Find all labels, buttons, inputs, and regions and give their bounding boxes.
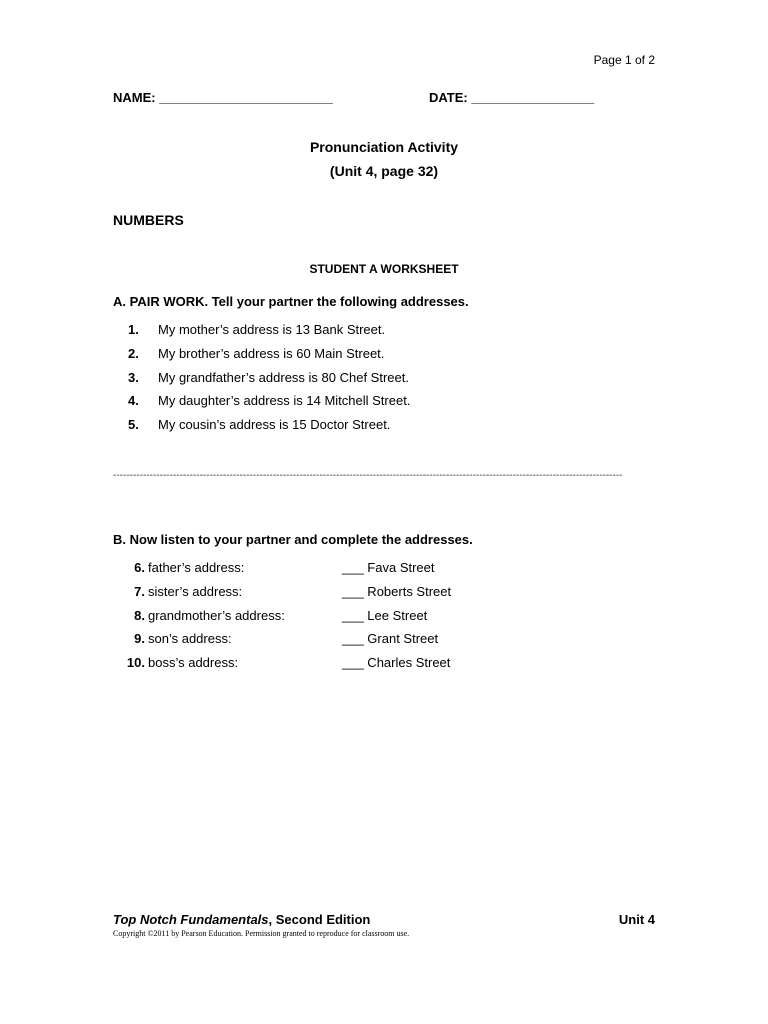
page-title: Pronunciation Activity	[309, 139, 459, 155]
list-item	[113, 318, 410, 342]
item-number: 1.	[128, 322, 139, 338]
part-a-list	[113, 318, 410, 436]
item-number: 9.	[134, 631, 145, 647]
item-number: 8.	[134, 607, 145, 623]
item-number: 5.	[128, 417, 139, 433]
copyright-notice: Copyright ©2011 by Pearson Education. Permission granted to reproduce for classroom use.	[113, 929, 410, 938]
item-number: 4.	[128, 393, 139, 409]
part-b-instruction: B. Now listen to your partner and complete the addresses.	[113, 532, 473, 547]
item-number: 2.	[128, 346, 139, 362]
part-b-list	[113, 556, 451, 674]
item-number: 3.	[128, 369, 139, 385]
list-item	[113, 580, 451, 604]
list-item	[113, 627, 451, 651]
book-edition: , Second Edition	[268, 912, 371, 927]
item-relation: grandmother’s address:	[148, 607, 285, 623]
item-text: My brother’s address is 60 Main Street.	[158, 346, 385, 362]
list-item	[113, 651, 451, 675]
worksheet-title: STUDENT A WORKSHEET	[309, 262, 459, 276]
item-street-blank: ___ Roberts Street	[342, 584, 452, 600]
item-relation: boss’s address:	[148, 655, 239, 671]
section-title: NUMBERS	[113, 212, 184, 228]
cut-line-divider: ---------------------------------------------------------------------------------------------------------------------------------------------------------	[113, 470, 623, 481]
list-item	[113, 389, 410, 413]
list-item	[113, 413, 410, 437]
list-item	[113, 365, 410, 389]
item-street-blank: ___ Fava Street	[342, 560, 435, 576]
list-item	[113, 342, 410, 366]
page-number: Page 1 of 2	[593, 53, 655, 67]
part-a-instruction: A. PAIR WORK. Tell your partner the following addresses.	[113, 294, 469, 309]
name-field-label: NAME: ________________________	[113, 90, 333, 105]
item-number: 6.	[134, 560, 145, 576]
item-street-blank: ___ Grant Street	[342, 631, 439, 647]
footer-book-title	[113, 912, 370, 927]
footer-unit: Unit 4	[618, 912, 655, 927]
list-item	[113, 603, 451, 627]
item-number: 10.	[126, 655, 145, 671]
date-field-label: DATE: _________________	[429, 90, 595, 105]
item-text: My cousin’s address is 15 Doctor Street.	[158, 417, 391, 433]
item-text: My grandfather’s address is 80 Chef Street.	[158, 369, 409, 385]
item-relation: father’s address:	[148, 560, 245, 576]
book-title: Top Notch Fundamentals	[113, 912, 269, 927]
list-item	[113, 556, 451, 580]
item-street-blank: ___ Lee Street	[342, 607, 428, 623]
item-text: My mother’s address is 13 Bank Street.	[158, 322, 386, 338]
item-text: My daughter’s address is 14 Mitchell Street.	[158, 393, 411, 409]
item-relation: son’s address:	[148, 631, 232, 647]
page-subtitle: (Unit 4, page 32)	[329, 163, 439, 179]
item-number: 7.	[134, 584, 145, 600]
item-relation: sister’s address:	[148, 584, 243, 600]
item-street-blank: ___ Charles Street	[342, 655, 451, 671]
